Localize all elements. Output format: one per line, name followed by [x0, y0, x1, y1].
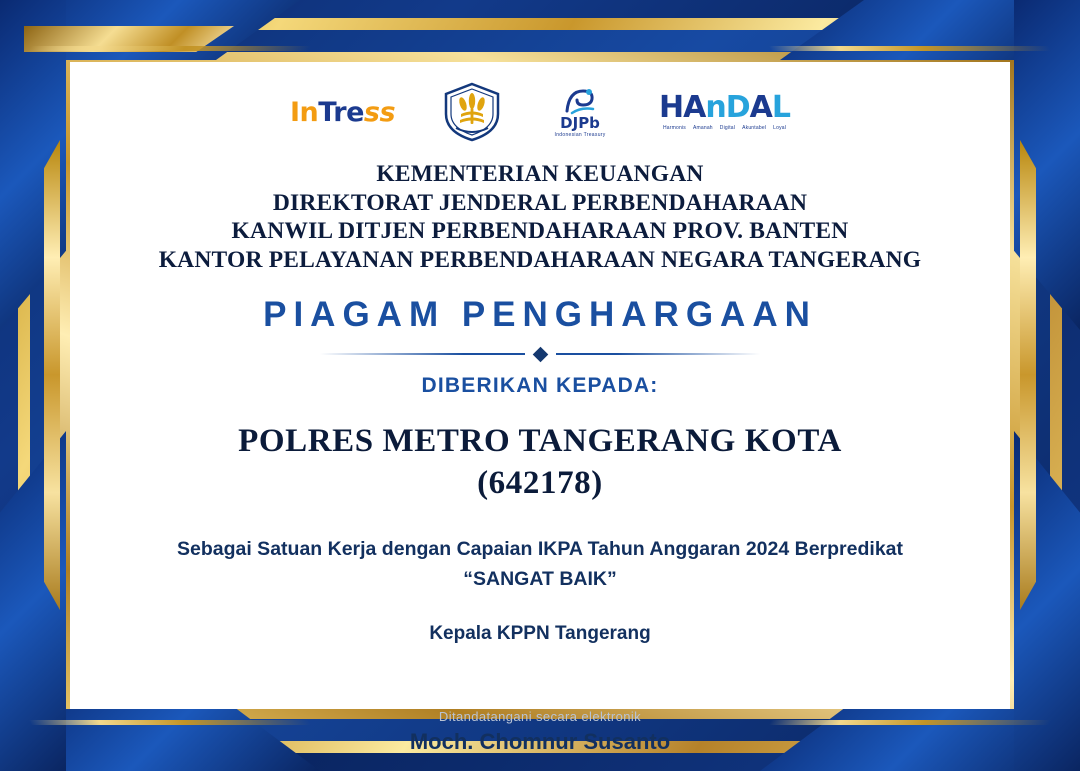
logo-row: [290, 82, 790, 142]
decoration-gold-streak-bottom-left: [29, 720, 312, 725]
signer-title: Kepala KPPN Tangerang: [429, 622, 651, 644]
djpb-swirl-icon: [563, 87, 597, 115]
handal-letter-a: A: [683, 90, 706, 125]
organization-line-directorate: DIREKTORAT JENDERAL PERBENDAHARAAN: [272, 189, 808, 216]
handal-value-harmonis: Harmonis: [662, 125, 686, 131]
kemenkeu-shield-icon: [443, 82, 501, 142]
decoration-gold-streak-bottom-right: [769, 720, 1052, 725]
intress-logo: [290, 96, 396, 128]
divider-bar-left: [320, 353, 525, 355]
handal-letter-a2: A: [749, 90, 772, 125]
recipient-block: [238, 420, 842, 504]
handal-logo: [659, 90, 790, 131]
intress-logo-part-in: In: [290, 96, 319, 128]
handal-letter-l: L: [771, 90, 790, 125]
intress-logo-part-re: re: [333, 96, 364, 128]
djpb-logo: [549, 83, 611, 141]
recipient-name: POLRES METRO TANGERANG KOTA: [238, 422, 842, 459]
organization-line-office: KANTOR PELAYANAN PERBENDAHARAAN NEGARA TANGERANG: [158, 246, 922, 273]
certificate-title: PIAGAM PENGHARGAAN: [263, 294, 817, 334]
signature-block: [410, 709, 670, 755]
predicate-line-2: “SANGAT BAIK”: [463, 568, 617, 591]
handal-wordmark: [659, 90, 790, 125]
title-divider: [320, 349, 760, 360]
divider-bar-right: [556, 353, 761, 355]
predicate-block: [177, 534, 903, 594]
electronic-signature-note: Ditandatangani secara elektronik: [438, 708, 642, 724]
handal-value-akuntabel: Akuntabel: [742, 125, 767, 131]
divider-diamond-icon: [532, 346, 548, 362]
intress-logo-part-t: T: [318, 96, 334, 128]
awarded-to-label: DIBERIKAN KEPADA:: [421, 373, 659, 397]
decoration-gold-bar-right: [1020, 140, 1036, 610]
certificate-content: [70, 62, 1010, 754]
recipient-code: (642178): [477, 464, 603, 501]
handal-letter-n: n: [705, 90, 726, 125]
handal-subtext-row: [663, 125, 786, 131]
handal-value-amanah: Amanah: [692, 125, 713, 131]
handal-letter-h: H: [659, 90, 684, 125]
signer-name: Moch. Chomnur Susanto: [409, 728, 671, 754]
decoration-gold-streak-top-left: [29, 46, 312, 51]
organization-line-regional: KANWIL DITJEN PERBENDAHARAAN PROV. BANTEN: [231, 218, 849, 245]
djpb-wordmark: DJPb: [560, 113, 600, 132]
organization-header: [159, 160, 922, 275]
handal-value-digital: Digital: [719, 125, 736, 131]
handal-letter-d: D: [725, 90, 750, 125]
kemenkeu-logo: [443, 82, 501, 142]
handal-value-loyal: Loyal: [773, 125, 787, 131]
predicate-line-1: Sebagai Satuan Kerja dengan Capaian IKPA Tahun Anggaran 2024 Berpredikat: [176, 538, 904, 561]
organization-line-ministry: KEMENTERIAN KEUANGAN: [376, 161, 704, 187]
intress-logo-part-ss: ss: [363, 96, 396, 128]
decoration-gold-bar-left: [44, 140, 60, 610]
djpb-subtext: Indonesian Treasury: [554, 131, 606, 138]
decoration-gold-streak-top-right: [769, 46, 1052, 51]
intress-wordmark: [290, 96, 396, 128]
